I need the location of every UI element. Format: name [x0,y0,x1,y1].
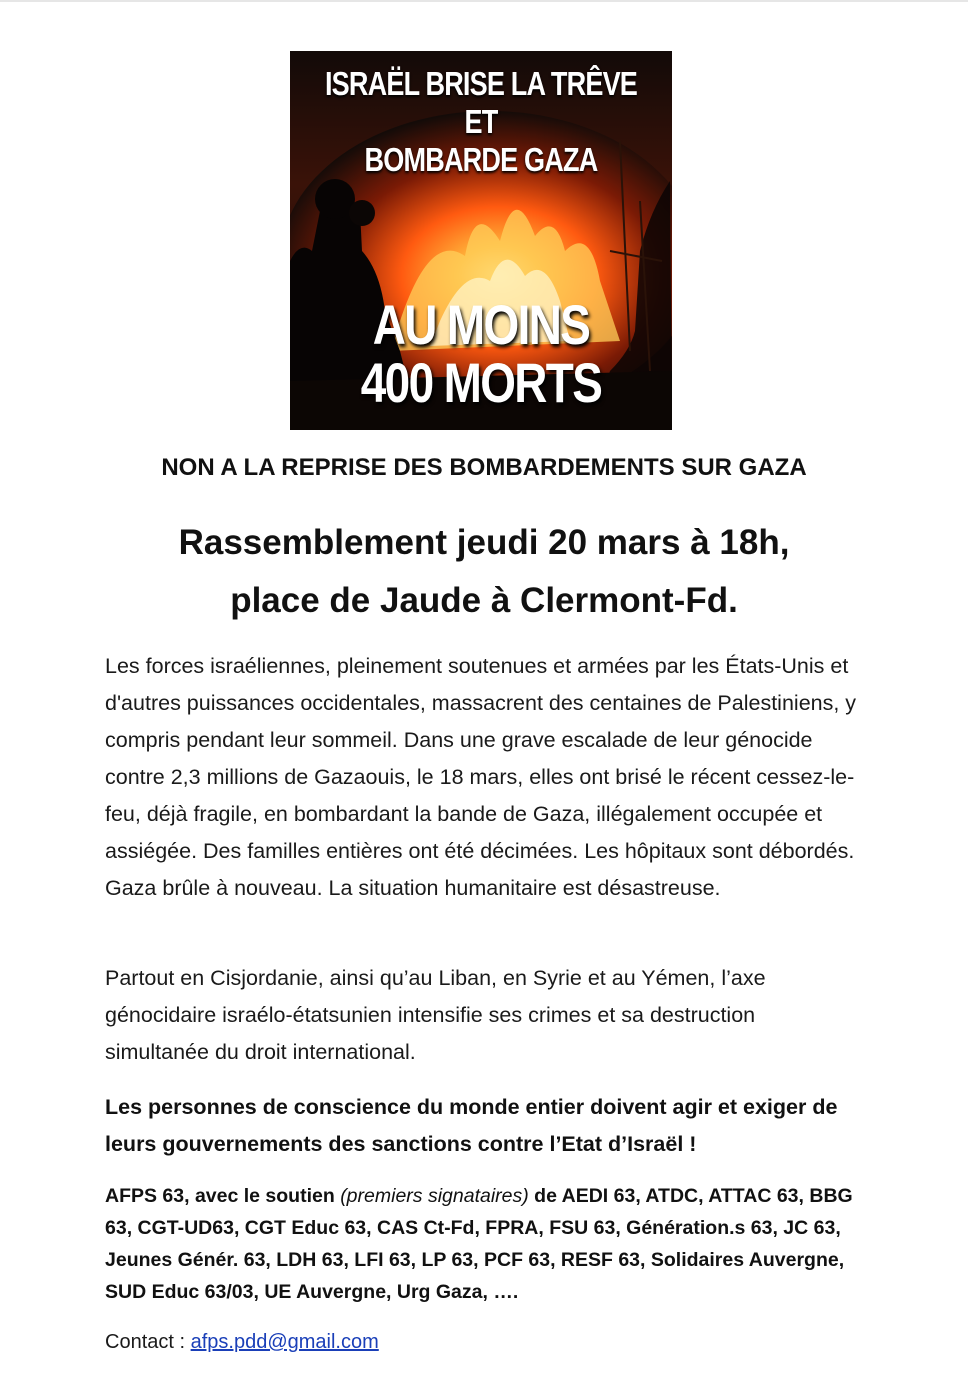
event-announcement [60,514,908,630]
contact-label: Contact : [105,1331,191,1353]
page-top-edge [0,0,968,2]
contact-line [105,1328,865,1356]
signatories-note: (premiers signataires) [340,1185,529,1207]
poster-headline [324,65,637,179]
signatories-list: de AEDI 63, ATDC, ATTAC 63, BBG 63, CGT-UD63, CGT Educ 63, CAS Ct-Fd, FPRA, FSU 63, Génération.s 63, JC 63, Jeunes Génér. 63, LDH 63, LFI 63, LP 63, PCF 63, RESF 63, Solidaires Auvergne, SUD Educ 63/03, UE Auvergne, Urg Gaza, …. [105,1185,853,1303]
contact-email-link[interactable]: afps.pdd@gmail.com [190,1331,379,1353]
paragraph-situation: Les forces israéliennes, pleinement soutenues et armées par les États-Unis et d'autres puissances occidentales, massacrent des centaines de Palestiniens, y compris pendant leur sommeil. Dans une grave escalade de leur génocide contre 2,3 millions de Gazaouis, le 18 mars, elles ont brisé le récent cessez-le-feu, déjà fragile, en bombardant la bande de Gaza, illégalement occupée et assiégée. Des familles entières ont été décimées. Les hôpitaux sont débordés. Gaza brûle à nouveau. La situation humanitaire est désastreuse. [105,654,857,900]
poster-image [290,51,672,430]
event-line-place: place de Jaude à Clermont-Fd. [230,581,738,620]
poster-headline-line1: ISRAËL BRISE LA TRÊVE ET [324,65,638,140]
call-to-action: Les personnes de conscience du monde entier doivent agir et exiger de leurs gouvernements des sanctions contre l’Etat d’Israël ! [105,1095,838,1156]
signatories-block [105,1180,865,1308]
signatories-lead: AFPS 63, avec le soutien [105,1185,341,1207]
poster-death-toll [324,293,637,414]
poster-headline-line2: BOMBARDE GAZA [364,141,598,178]
page-heading: NON A LA REPRISE DES BOMBARDEMENTS SUR GAZA [161,454,807,481]
paragraph-region: Partout en Cisjordanie, ainsi qu’au Liban, en Syrie et au Yémen, l’axe génocidaire israélo-étatsunien intensifie ses crimes et sa destruction simultanée du droit international. [105,966,766,1064]
poster-toll-line1: AU MOINS [372,293,590,356]
event-line-date: Rassemblement jeudi 20 mars à 18h, [178,523,790,562]
poster-toll-line2: 400 MORTS [360,351,602,414]
